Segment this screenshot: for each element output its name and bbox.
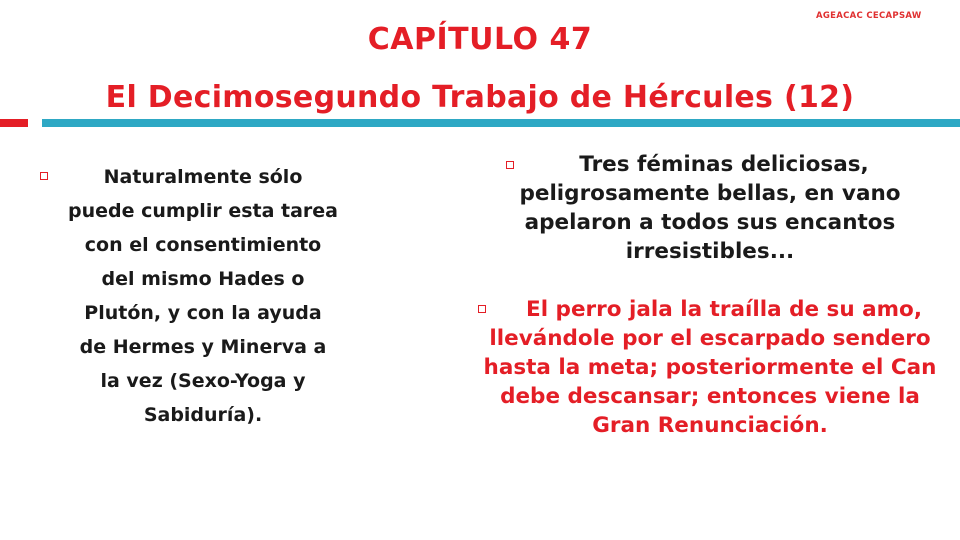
right-bullet-1-content: Tres féminas deliciosas, peligrosamente bellas, en vano apelaron a todos sus encantos irresistibles...: [519, 152, 901, 264]
square-bullet-icon: [40, 172, 48, 180]
left-bullet-text: Naturalmente sólo puede cumplir esta tarea con el consentimiento del mismo Hades o Plutón, y con la ayuda de Hermes y Minerva a la vez (Sexo-Yoga y Sabiduría).: [68, 166, 339, 426]
org-label: AGEACAC CECAPSAW: [816, 11, 922, 21]
right-bullet-text-1: [470, 150, 950, 266]
title-underline-teal: [42, 119, 960, 127]
chapter-title: CAPÍTULO 47: [367, 22, 593, 57]
chapter-subtitle: El Decimosegundo Trabajo de Hércules (12): [105, 80, 855, 115]
right-bullet-2-content: El perro jala la traílla de su amo, llevándole por el escarpado sendero hasta la meta; posteriormente el Can debe descansar; entonces viene la Gran Renunciación.: [483, 297, 937, 438]
title-underline-red: [0, 119, 28, 127]
right-bullet-text-2: [470, 295, 950, 440]
